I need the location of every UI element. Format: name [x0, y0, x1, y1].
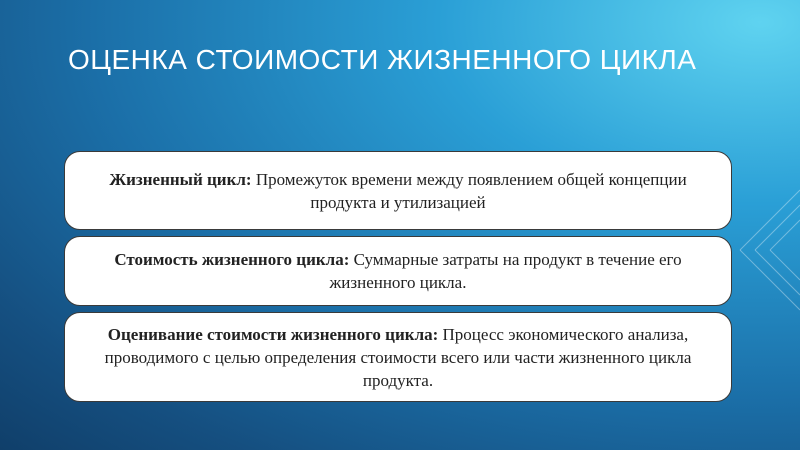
definition-description: Суммарные затраты на продукт в течение его жизненного цикла. — [329, 250, 682, 292]
definition-text — [83, 248, 713, 294]
definition-term: Стоимость жизненного цикла: — [114, 250, 350, 269]
definition-box-life-cycle-costing — [64, 312, 732, 402]
definition-term: Оценивание стоимости жизненного цикла: — [107, 324, 439, 344]
definition-description: Процесс экономического анализа, проводимого с целью определения стоимости всего или части жизненного цикла продукта. — [104, 324, 692, 390]
definition-description: Промежуток времени между появлением общей концепции продукта и утилизацией — [251, 169, 687, 212]
definition-box-life-cycle — [64, 151, 732, 230]
slide-title: ОЦЕНКА СТОИМОСТИ ЖИЗНЕННОГО ЦИКЛА — [68, 44, 697, 75]
definition-text — [83, 323, 713, 392]
definition-box-life-cycle-cost — [64, 236, 732, 306]
definition-text — [83, 168, 713, 214]
definition-term: Жизненный цикл: — [109, 169, 252, 189]
